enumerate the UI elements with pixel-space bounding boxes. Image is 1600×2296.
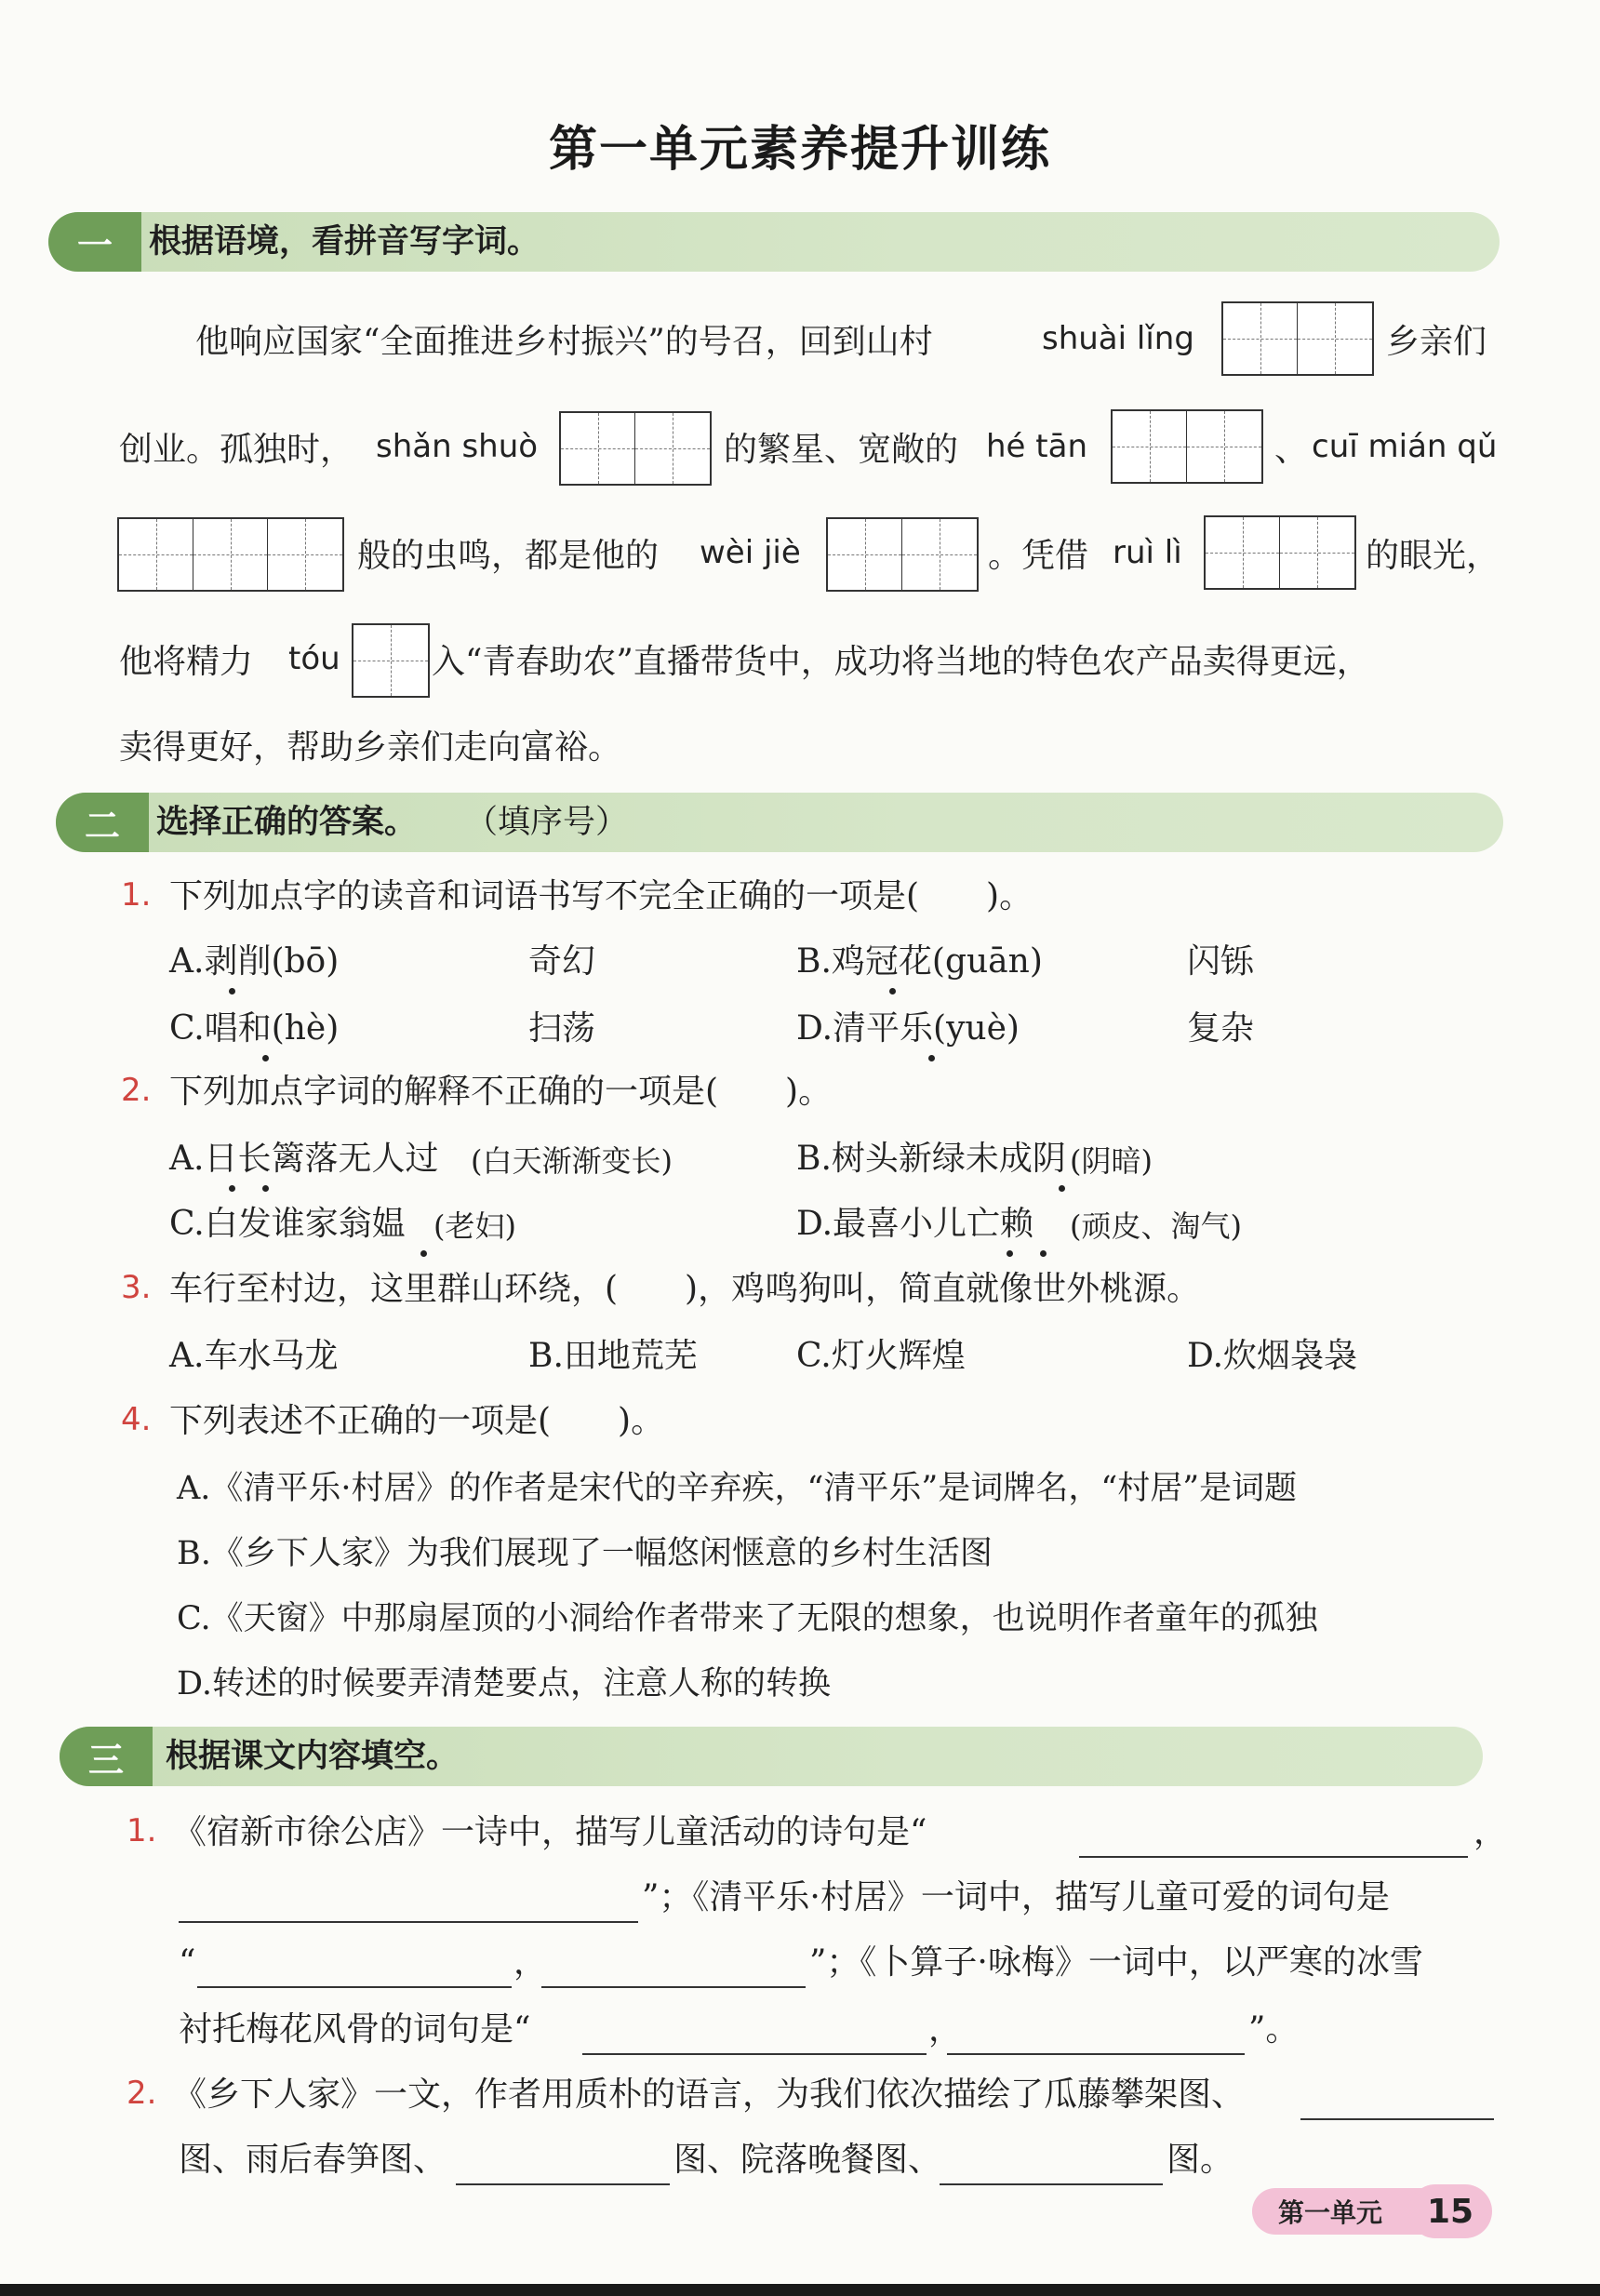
s3-q1-blank-1[interactable]: [1079, 1819, 1468, 1858]
s1-writing-grid-7[interactable]: [352, 623, 430, 698]
s3-q2-line1: 《乡下人家》一文，作者用质朴的语言，为我们依次描绘了瓜藤攀架图、: [173, 2076, 1246, 2114]
s2-q3-number: 3.: [121, 1269, 152, 1306]
section-2-badge: 二: [56, 793, 149, 852]
s2-q3-option-c[interactable]: C.灯火辉煌: [796, 1337, 966, 1375]
s2-q1-option-d-word: 复杂: [1187, 1009, 1255, 1048]
s1-writing-grid-5[interactable]: [826, 517, 979, 592]
s2-q1-option-b[interactable]: B.鸡冠花(guān): [796, 942, 1043, 981]
s1-writing-grid-1[interactable]: [1221, 301, 1374, 376]
s2-q2-option-b[interactable]: B.树头新绿未成阴: [796, 1140, 1066, 1178]
s2-q4-option-d[interactable]: D.转述的时候要弄清楚要点，注意人称的转换: [177, 1665, 831, 1702]
s3-q1-blank-4[interactable]: [541, 1949, 806, 1988]
footer-unit-tag: 第一单元: [1252, 2188, 1457, 2235]
s1-writing-grid-6[interactable]: [1204, 515, 1356, 590]
s3-q2-blank-3[interactable]: [940, 2146, 1163, 2185]
emphasis-dot: [229, 1185, 235, 1192]
s2-q1-option-a[interactable]: A.剥削(bō): [169, 942, 340, 981]
s1-pinyin-6: ruì lì: [1113, 534, 1182, 571]
s3-q1-blank-3[interactable]: [197, 1949, 512, 1988]
s2-q3-stem: 车行至村边，这里群山环绕，( )，鸡鸣狗叫，简直就像世外桃源。: [169, 1270, 1201, 1308]
s2-q2-option-a[interactable]: A.日长篱落无人过: [169, 1140, 439, 1178]
section-2-title-note: （填序号）: [465, 804, 629, 841]
s2-q2-number: 2.: [121, 1072, 152, 1109]
s3-q1-number: 1.: [127, 1812, 157, 1849]
s3-q2-blank-1[interactable]: [1300, 2081, 1494, 2120]
s3-q1-blank-5[interactable]: [582, 2016, 927, 2055]
s1-pinyin-2: shǎn shuò: [376, 428, 539, 465]
s1-line2-text-b: 的繁星、宽敞的: [724, 431, 959, 469]
s3-q1-blank-2[interactable]: [179, 1884, 638, 1923]
s2-q3-option-d[interactable]: D.炊烟袅袅: [1187, 1337, 1358, 1375]
emphasis-dot: [262, 1185, 269, 1192]
s3-q2-number: 2.: [127, 2075, 157, 2112]
emphasis-dot: [889, 988, 896, 994]
section-3-badge: 三: [60, 1727, 153, 1786]
s3-q1-line4-end: ”。: [1248, 2010, 1300, 2049]
s1-line3-text-b: 。凭借: [988, 537, 1089, 575]
s2-q1-option-c-word: 扫荡: [528, 1009, 596, 1048]
s1-pinyin-1: shuài lǐng: [1042, 320, 1194, 357]
emphasis-dot: [1059, 1185, 1065, 1192]
s2-q2-option-d[interactable]: D.最喜小儿亡赖: [796, 1205, 1034, 1243]
page-number: 15: [1408, 2184, 1492, 2238]
s1-pinyin-7: tóu: [288, 640, 340, 677]
s1-line1-text: 他响应国家“全面推进乡村振兴”的号召，回到山村: [195, 323, 933, 361]
s2-q1-option-d[interactable]: D.清平乐(yuè): [796, 1009, 1020, 1048]
section-1-badge: 一: [48, 212, 141, 272]
s3-q1-line3-quote: “: [179, 1943, 196, 1982]
s3-q1-line1: 《宿新市徐公店》一诗中，描写儿童活动的诗句是“: [173, 1813, 927, 1851]
s2-q1-option-a-word: 奇幻: [528, 942, 596, 981]
s2-q2-option-d-note: (顽皮、淘气): [1070, 1208, 1242, 1244]
s1-line1-end: 乡亲们: [1386, 323, 1487, 361]
s2-q1-option-b-word: 闪铄: [1187, 942, 1255, 981]
bottom-edge: [0, 2284, 1600, 2296]
s3-q1-blank-6[interactable]: [947, 2016, 1245, 2055]
s1-writing-grid-4[interactable]: [117, 517, 344, 592]
s1-line2-text: 创业。孤独时，: [119, 431, 354, 469]
s3-q1-line3-comma: ，: [513, 1943, 548, 1982]
emphasis-dot: [1040, 1250, 1047, 1257]
s3-q2-line2-b: 图、院落晚餐图、: [673, 2141, 942, 2179]
s1-line4-text-b: 入“青春助农”直播带货中，成功将当地的特色农产品卖得更远，: [432, 643, 1370, 681]
emphasis-dot: [262, 1055, 269, 1061]
s2-q2-option-b-note: (阴暗): [1070, 1143, 1153, 1179]
section-3-title: 根据课文内容填空。: [166, 1738, 460, 1775]
s3-q1-line3: ”；《卜算子·咏梅》一词中，以严寒的冰雪: [809, 1943, 1423, 1982]
s2-q4-number: 4.: [121, 1401, 152, 1438]
emphasis-dot: [420, 1250, 427, 1257]
s1-pinyin-4: cuī mián qǔ: [1312, 428, 1498, 465]
s1-line5-text: 卖得更好，帮助乡亲们走向富裕。: [119, 728, 622, 767]
s3-q1-line1-end: ，: [1473, 1813, 1508, 1851]
s1-line2-comma: 、: [1274, 431, 1309, 469]
s3-q1-line2: ”；《清平乐·村居》一词中，描写儿童可爱的词句是: [642, 1878, 1390, 1916]
s2-q2-option-a-note: (白天渐渐变长): [471, 1143, 673, 1179]
s2-q4-option-b[interactable]: B.《乡下人家》为我们展现了一幅悠闲惬意的乡村生活图: [177, 1535, 993, 1572]
section-2-title: 选择正确的答案。: [156, 804, 418, 841]
s1-writing-grid-2[interactable]: [559, 411, 712, 486]
s3-q2-line2-a: 图、雨后春笋图、: [179, 2141, 447, 2179]
emphasis-dot: [928, 1055, 935, 1061]
s2-q1-option-c[interactable]: C.唱和(hè): [169, 1009, 340, 1048]
s2-q1-stem: 下列加点字的读音和词语书写不完全正确的一项是( )。: [169, 877, 1033, 915]
s1-pinyin-3: hé tān: [986, 428, 1087, 465]
s2-q4-option-c[interactable]: C.《天窗》中那扇屋顶的小洞给作者带来了无限的想象，也说明作者童年的孤独: [177, 1600, 1318, 1637]
s1-line3-end: 的眼光，: [1366, 537, 1500, 575]
emphasis-dot: [1007, 1250, 1013, 1257]
s2-q4-stem: 下列表述不正确的一项是( )。: [169, 1402, 665, 1440]
s1-pinyin-5: wèi jiè: [700, 534, 801, 571]
s2-q2-stem: 下列加点字词的解释不正确的一项是( )。: [169, 1073, 833, 1111]
s3-q1-line4-comma: ，: [928, 2010, 963, 2049]
s2-q3-option-b[interactable]: B.田地荒芜: [528, 1337, 698, 1375]
emphasis-dot: [229, 988, 235, 994]
s3-q1-line4: 衬托梅花风骨的词句是“: [179, 2010, 531, 2049]
s2-q1-number: 1.: [121, 876, 152, 914]
s1-line4-text: 他将精力: [119, 643, 254, 681]
s1-line3-text: 般的虫鸣，都是他的: [357, 537, 660, 575]
s3-q2-line2-c: 图。: [1167, 2141, 1234, 2179]
page-title: 第一单元素养提升训练: [548, 122, 1051, 178]
s1-writing-grid-3[interactable]: [1111, 409, 1263, 484]
s2-q3-option-a[interactable]: A.车水马龙: [169, 1337, 339, 1375]
s2-q2-option-c[interactable]: C.白发谁家翁媪: [169, 1205, 406, 1243]
s3-q2-blank-2[interactable]: [456, 2146, 670, 2185]
s2-q2-option-c-note: (老妇): [433, 1208, 516, 1244]
s2-q4-option-a[interactable]: A.《清平乐·村居》的作者是宋代的辛弃疾，“清平乐”是词牌名，“村居”是词题: [177, 1470, 1298, 1507]
section-1-title: 根据语境，看拼音写字词。: [149, 223, 540, 260]
